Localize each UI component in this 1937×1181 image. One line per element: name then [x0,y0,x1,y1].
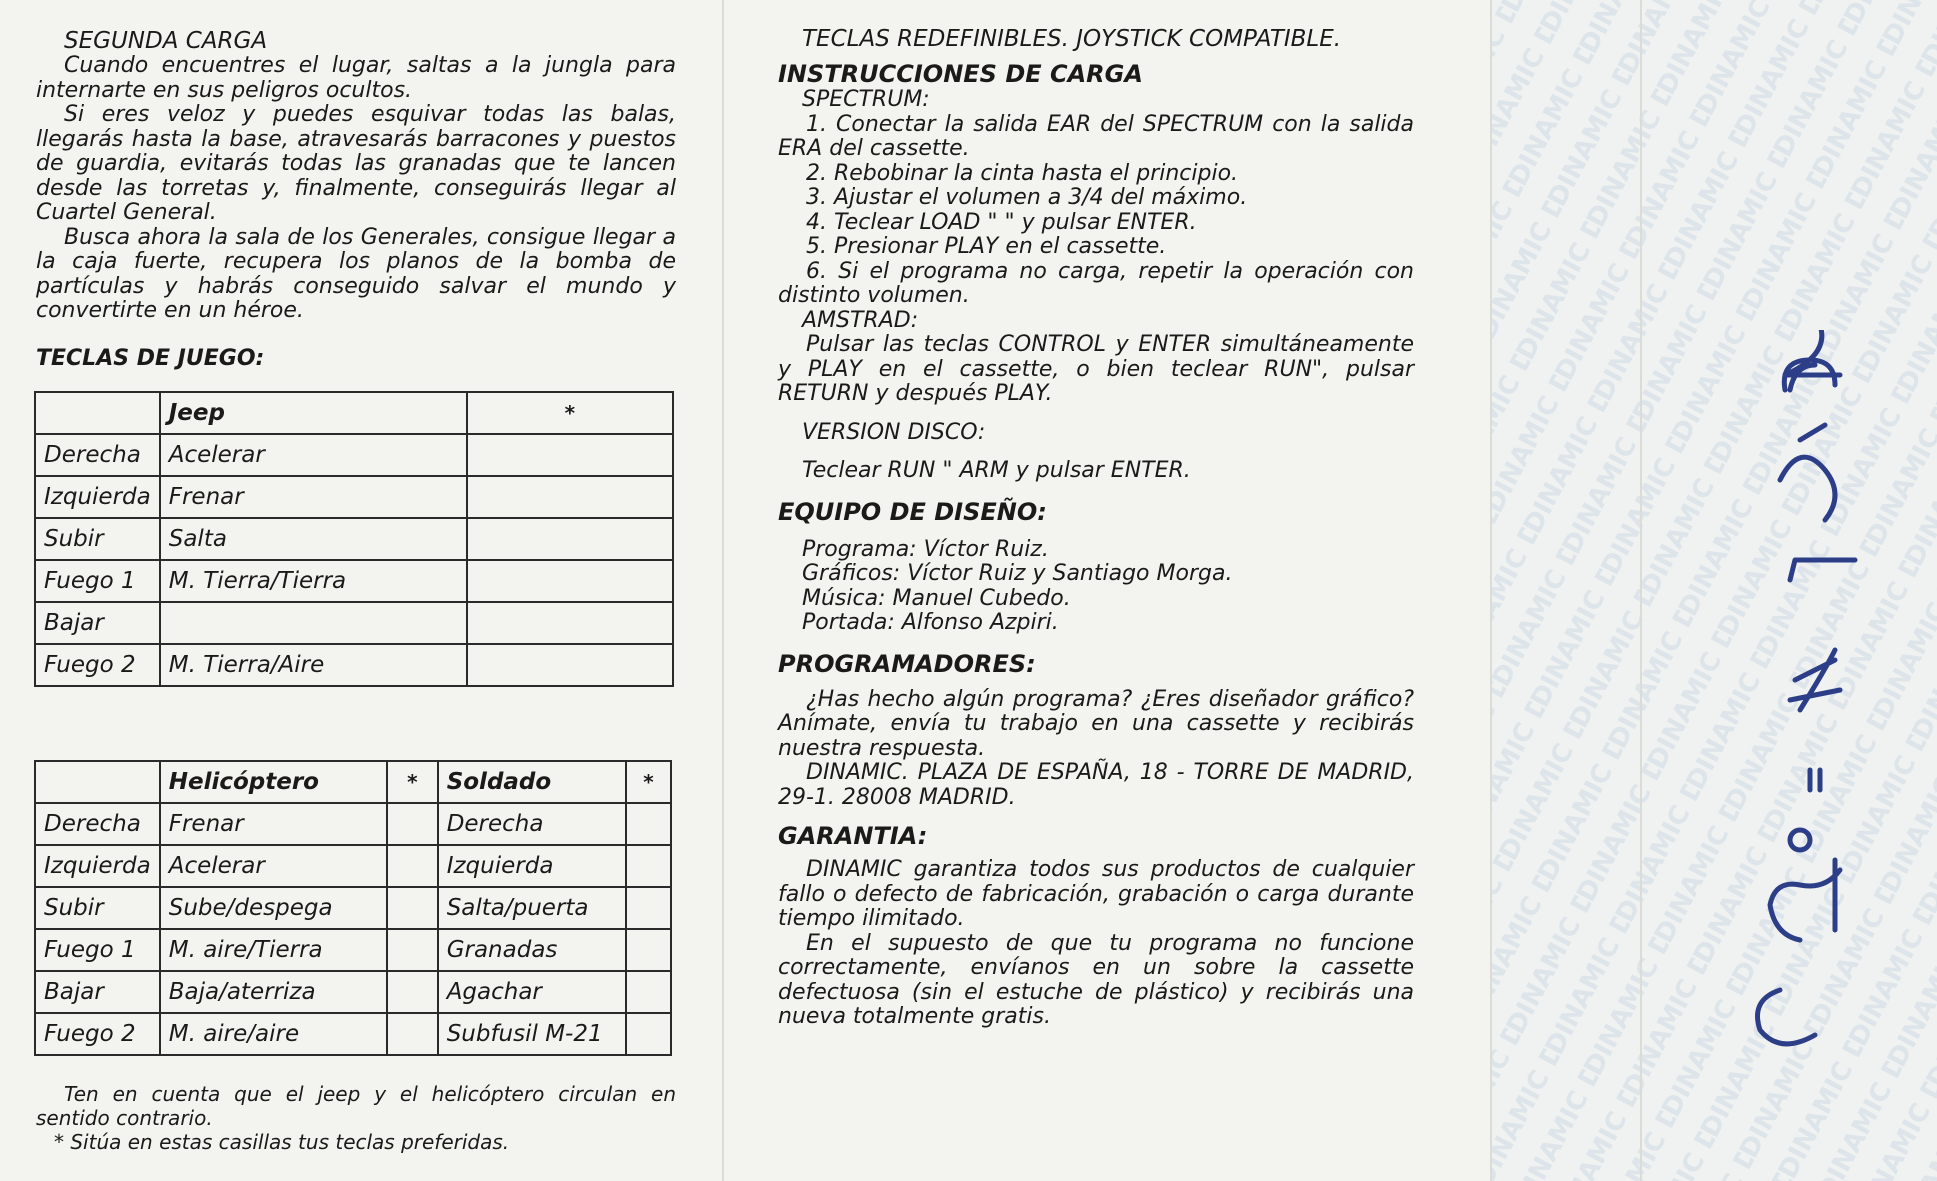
table-cell: Frenar [160,803,387,845]
table-row [35,929,671,971]
custom-key-cell [467,602,673,644]
table-cell [160,602,467,644]
table-cell: Fuego 2 [35,1013,160,1055]
table-cell: Frenar [160,476,467,518]
table-cell: Bajar [35,971,160,1013]
table-cell: Derecha [35,803,160,845]
custom-key-cell [626,887,671,929]
table-row [35,602,673,644]
middle-column [778,26,1414,1030]
programadores-text: ¿Has hecho algún programa? ¿Eres diseñador gráfico? Anímate, envía tu trabajo en una cassette y recibirás nuestra respuesta. [778,686,1414,761]
jeep-header: Jeep [160,392,467,434]
credit-musica: Música: Manuel Cubedo. [802,585,1071,611]
custom-key-cell [626,971,671,1013]
paragraph-2: Si eres veloz y puedes esquivar todas las balas, llegarás hasta la base, atravesarás barracones y puestos de guardia, evitarás todas las granadas que te lancen desde las torretas y, finalmente, conseguirás llegar al Cuartel General. [36,102,676,225]
spectrum-label: SPECTRUM: [802,87,930,112]
table-cell: Derecha [35,434,160,476]
direction-note: Ten en cuenta que el jeep y el helicóptero circulan en sentido contrario. [36,1082,676,1130]
table-cell: Granadas [438,929,626,971]
custom-key-cell [626,845,671,887]
custom-key-cell [626,803,671,845]
custom-key-cell [467,560,673,602]
custom-key-cell [467,434,673,476]
fold-line-1 [722,0,724,1181]
handwritten-catalogue-mark [1740,330,1870,1060]
table-cell: M. Tierra/Tierra [160,560,467,602]
table-cell: Bajar [35,602,160,644]
dinamic-address: DINAMIC. PLAZA DE ESPAÑA, 18 - TORRE DE MADRID, 29-1. 28008 MADRID. [778,760,1414,810]
table-notes [36,1082,676,1154]
table-row [35,392,673,434]
segunda-carga-title: SEGUNDA CARGA [64,28,268,54]
table-cell [35,761,160,803]
instrucciones-title: INSTRUCCIONES DE CARGA [778,60,1143,88]
custom-key-cell [387,845,438,887]
spectrum-step-1: 1. Conectar la salida EAR del SPECTRUM con la salida ERA del cassette. [778,111,1414,161]
table-cell: Baja/aterriza [160,971,387,1013]
table-cell: Salta [160,518,467,560]
table-row [35,761,671,803]
left-column [36,28,676,371]
spectrum-step-4: 4. Teclear LOAD " " y pulsar ENTER. [806,209,1197,235]
custom-key-cell [626,1013,671,1055]
table-row [35,845,671,887]
table-row [35,887,671,929]
table-cell: Derecha [438,803,626,845]
table-cell: M. Tierra/Aire [160,644,467,686]
custom-key-cell [626,929,671,971]
table-row [35,644,673,686]
custom-key-cell [387,803,438,845]
custom-key-cell [387,929,438,971]
teclas-juego-title: TECLAS DE JUEGO: [36,345,265,371]
garantia-text: DINAMIC garantiza todos sus productos de cualquier fallo o defecto de fabricación, grabación o carga durante tiempo ilimitado. [778,857,1414,931]
table-row [35,803,671,845]
fold-line-3 [1640,0,1642,1181]
table-cell: Fuego 1 [35,929,160,971]
teclas-redefinibles: TECLAS REDEFINIBLES. JOYSTICK COMPATIBLE. [802,26,1342,52]
equipo-title: EQUIPO DE DISEÑO: [778,497,1047,526]
helicopter-soldier-keys-table [34,760,672,1056]
table-row [35,518,673,560]
table-cell: Acelerar [160,434,467,476]
disco-instructions: Teclear RUN " ARM y pulsar ENTER. [802,458,1191,483]
garantia-title: GARANTIA: [778,822,928,850]
programadores-title: PROGRAMADORES: [778,649,1036,678]
table-row [35,434,673,476]
spectrum-step-3: 3. Ajustar el volumen a 3/4 del máximo. [806,185,1248,210]
custom-key-cell [467,476,673,518]
custom-key-cell [467,644,673,686]
table-cell: Salta/puerta [438,887,626,929]
spectrum-step-6: 6. Si el programa no carga, repetir la operación con distinto volumen. [778,258,1414,308]
spectrum-step-2: 2. Rebobinar la cinta hasta el principio. [806,160,1239,186]
garantia-text-2: En el supuesto de que tu programa no funcione correctamente, envíanos en un sobre la cassette defectuosa (sin el estuche de plástico) y recibirás una nueva totalmente gratis. [778,930,1414,1029]
table-cell: Sube/despega [160,887,387,929]
custom-key-header: * [467,392,673,434]
table-cell: Fuego 2 [35,644,160,686]
custom-keys-note: * Sitúa en estas casillas tus teclas preferidas. [54,1130,510,1154]
table-cell: Izquierda [438,845,626,887]
table-cell: Agachar [438,971,626,1013]
table-cell: M. aire/aire [160,1013,387,1055]
jeep-keys-table [34,391,674,687]
custom-key-cell [387,1013,438,1055]
table-row [35,476,673,518]
helicoptero-header: Helicóptero [160,761,387,803]
custom-key-header: * [387,761,438,803]
paragraph-3: Busca ahora la sala de los Generales, consigue llegar a la caja fuerte, recupera los planos de la bomba de partículas y habrás conseguido salvar el mundo y convertirte en un héroe. [36,224,676,323]
table-row [35,560,673,602]
table-cell: Subfusil M-21 [438,1013,626,1055]
credit-graficos: Gráficos: Víctor Ruiz y Santiago Morga. [802,561,1233,586]
custom-key-cell [387,887,438,929]
table-row [35,971,671,1013]
paragraph-1: Cuando encuentres el lugar, saltas a la jungla para internarte en sus peligros ocultos. [36,53,676,103]
table-cell: Acelerar [160,845,387,887]
amstrad-label: AMSTRAD: [802,307,919,333]
table-cell [35,392,160,434]
fold-line-2 [1490,0,1492,1181]
table-cell: M. aire/Tierra [160,929,387,971]
soldado-header: Soldado [438,761,626,803]
custom-key-cell [467,518,673,560]
table-cell: Fuego 1 [35,560,160,602]
custom-key-cell [387,971,438,1013]
version-disco-label: VERSION DISCO: [802,419,986,445]
credit-portada: Portada: Alfonso Azpiri. [802,610,1059,635]
table-cell: Subir [35,518,160,560]
custom-key-header: * [626,761,671,803]
amstrad-instructions: Pulsar las teclas CONTROL y ENTER simultáneamente y PLAY en el cassette, o bien teclear RUN", pulsar RETURN y después PLAY. [778,332,1414,406]
spectrum-step-5: 5. Presionar PLAY en el cassette. [806,234,1167,259]
table-cell: Izquierda [35,476,160,518]
table-cell: Izquierda [35,845,160,887]
table-cell: Subir [35,887,160,929]
credit-programa: Programa: Víctor Ruiz. [802,536,1049,562]
table-row [35,1013,671,1055]
